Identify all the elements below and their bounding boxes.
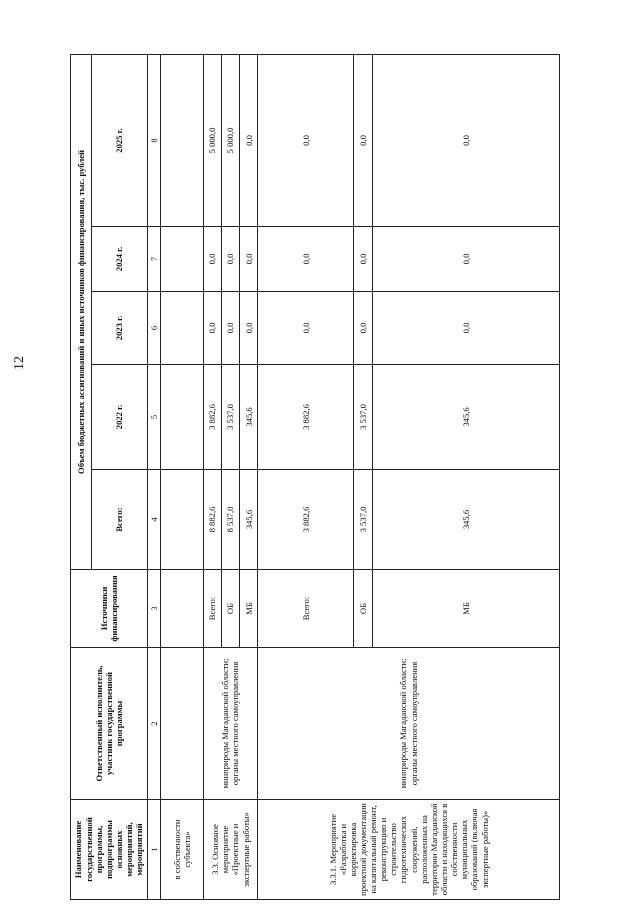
y2022-cell: 345,6 (372, 365, 559, 470)
header-2025: 2025 г. (91, 54, 147, 226)
y2023-cell: 0,0 (221, 292, 239, 365)
table-row (203, 54, 221, 899)
source-cell: ОБ (221, 570, 239, 648)
y2023-cell: 0,0 (258, 292, 354, 365)
y2025-cell: 0,0 (354, 54, 372, 226)
y2024-cell: 0,0 (354, 227, 372, 292)
col-num: 5 (147, 365, 160, 470)
continuation-row (161, 54, 204, 899)
y2025-cell: 0,0 (372, 54, 559, 226)
source-cell: ОБ (354, 570, 372, 648)
total-cell: 8 882,6 (203, 470, 221, 570)
header-budget-group: Объем бюджетных ассигнований и иных источников финансирования, тыс. рублей (71, 54, 92, 569)
col-num: 6 (147, 292, 160, 365)
row-33-executor: минприроды Магаданской области; органы местного самоуправления (203, 648, 258, 800)
source-cell: МБ (372, 570, 559, 648)
header-sources: Источники финансирования (71, 570, 148, 648)
total-cell: 8 537,0 (221, 470, 239, 570)
col-num: 3 (147, 570, 160, 648)
y2024-cell: 0,0 (372, 227, 559, 292)
y2025-cell: 0,0 (258, 54, 354, 226)
col-num: 2 (147, 648, 160, 800)
col-num: 7 (147, 227, 160, 292)
y2022-cell: 3 882,6 (258, 365, 354, 470)
budget-table (70, 54, 560, 900)
y2022-cell: 3 537,0 (221, 365, 239, 470)
header-total: Всего: (91, 470, 147, 570)
y2022-cell: 3 882,6 (203, 365, 221, 470)
y2024-cell: 0,0 (240, 227, 258, 292)
y2023-cell: 0,0 (354, 292, 372, 365)
header-2024: 2024 г. (91, 227, 147, 292)
total-cell: 345,6 (372, 470, 559, 570)
page-number: 12 (12, 356, 27, 370)
header-2023: 2023 г. (91, 292, 147, 365)
table-row (258, 54, 354, 899)
y2025-cell: 0,0 (240, 54, 258, 226)
source-cell: Всего: (203, 570, 221, 648)
continuation-text: в собственности субъекта» (161, 800, 204, 900)
y2023-cell: 0,0 (372, 292, 559, 365)
y2023-cell: 0,0 (203, 292, 221, 365)
header-2022: 2022 г. (91, 365, 147, 470)
budget-table-rotated (70, 55, 560, 900)
row-33-name: 3.3. Основное мероприятие «Проектные и экспертные работы» (203, 800, 258, 900)
source-cell: МБ (240, 570, 258, 648)
total-cell: 3 882,6 (258, 470, 354, 570)
col-num: 4 (147, 470, 160, 570)
total-cell: 345,6 (240, 470, 258, 570)
header-executor: Ответственный исполнитель, участник государственной программы (71, 648, 148, 800)
y2024-cell: 0,0 (203, 227, 221, 292)
source-cell: Всего: (258, 570, 354, 648)
total-cell: 3 537,0 (354, 470, 372, 570)
header-name: Наименование государственной программы, подпрограммы основных мероприятий, мероприятий (71, 800, 148, 900)
y2023-cell: 0,0 (240, 292, 258, 365)
y2024-cell: 0,0 (258, 227, 354, 292)
row-331-name: 3.3.1. Мероприятие «Разработка и корректировка проектной документации на капитальный ремонт, реконструкцию и строительство гидротехнических сооружений, расположенных на территории Магаданской области и находящихся в собственности муниципальных образований (включая экспертные работы)» (258, 800, 560, 900)
y2025-cell: 5 000,0 (203, 54, 221, 226)
row-331-executor: минприроды Магаданской области; органы местного самоуправления (258, 648, 560, 800)
column-number-row (147, 54, 160, 899)
y2025-cell: 5 000,0 (221, 54, 239, 226)
col-num: 1 (147, 800, 160, 900)
y2022-cell: 3 537,0 (354, 365, 372, 470)
y2024-cell: 0,0 (221, 227, 239, 292)
col-num: 8 (147, 54, 160, 226)
y2022-cell: 345,6 (240, 365, 258, 470)
